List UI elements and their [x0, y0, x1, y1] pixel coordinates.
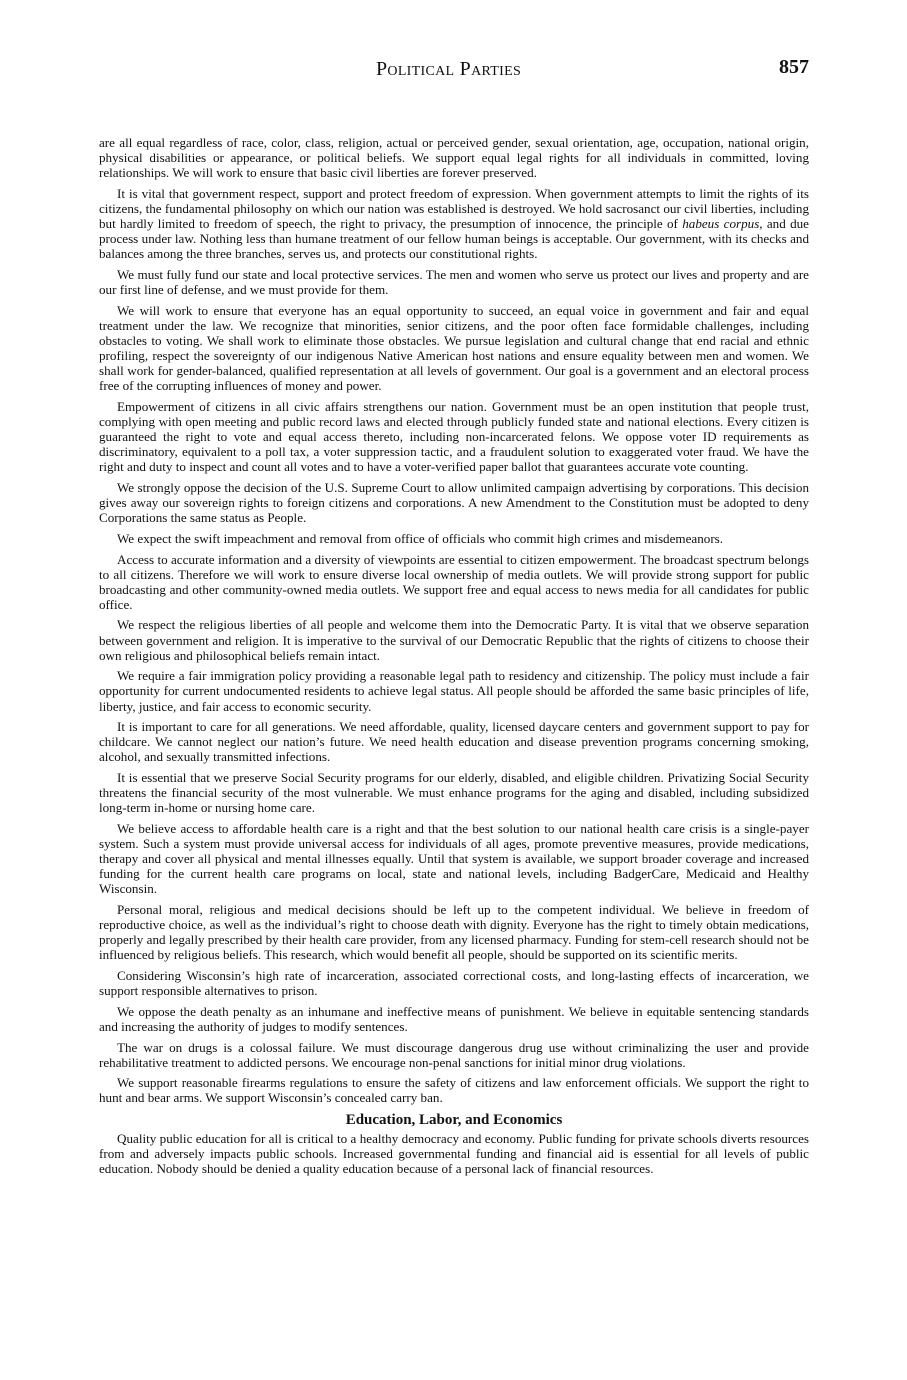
paragraph: We must fully fund our state and local protective services. The men and women who serve us protect our lives and property and are our first line of defense, and we must provide for them. — [99, 266, 809, 298]
page-number: 857 — [779, 56, 809, 78]
paragraph: We respect the religious liberties of all people and welcome them into the Democratic Party. It is vital that we observe separation between government and religion. It is imperative to the survival of our Democratic Republic that the rights of citizens to choose their own religious and philosophical beliefs remain intact. — [99, 617, 809, 663]
paragraph: Considering Wisconsin’s high rate of incarceration, associated correctional costs, and long-lasting effects of incarceration, we support responsible alternatives to prison. — [99, 968, 809, 999]
paragraph: We expect the swift impeachment and removal from office of officials who commit high crimes and misdemeanors. — [117, 530, 724, 546]
paragraph: It is essential that we preserve Social Security programs for our elderly, disabled, and eligible children. Privatizing Social Security threatens the financial security of the most vulnerable. We must enhance programs for the aging and disabled, including subsidized long-term in-home or nursing home care. — [99, 770, 809, 816]
body-text — [99, 135, 809, 1182]
paragraph: We require a fair immigration policy providing a reasonable legal path to residency and citizenship. The policy must include a fair opportunity for current undocumented residents to achieve legal status. All people should be afforded the same basic principles of life, liberty, justice, and fair access to economic security. — [99, 668, 809, 714]
running-header — [99, 58, 809, 82]
section-heading: Education, Labor, and Economics — [345, 1112, 563, 1129]
paragraph: Empowerment of citizens in all civic affairs strengthens our nation. Government must be an open institution that people trust, complying with open meeting and public record laws and elected through publicly funded state and national elections. Every citizen is guaranteed the right to vote and equal access thereto, including non-incarcerated felons. We oppose voter ID requirements as discriminatory, equivalent to a poll tax, a voter suppression tactic, and a fraudulent solution to exaggerated voter fraud. We have the right and duty to inspect and count all votes and to have a voter-verified paper ballot that guarantees accurate vote counting. — [99, 398, 809, 475]
paragraph: It is important to care for all generations. We need affordable, quality, licensed daycare centers and government support to pay for childcare. We cannot neglect our nation’s future. We need health education and disease prevention programs concerning smoking, alcohol, and sexually transmitted infections. — [99, 719, 809, 765]
paragraph: We strongly oppose the decision of the U.S. Supreme Court to allow unlimited campaign advertising by corporations. This decision gives away our sovereign rights to foreign citizens and corporations. A new Amendment to the Constitution must be adopted to deny Corporations the same status as People. — [99, 479, 809, 526]
italic-term: habeus corpus, — [682, 216, 763, 232]
paragraph: Quality public education for all is critical to a healthy democracy and economy. Public funding for private schools diverts resources from and adversely impacts public schools. Increased governmental funding and financial aid is essential for all levels of public education. Nobody should be denied a quality education because of a personal lack of financial resources. — [99, 1131, 809, 1177]
paragraph: We oppose the death penalty as an inhumane and ineffective means of punishment. We believe in equitable sentencing standards and increasing the authority of judges to modify sentences. — [99, 1003, 809, 1034]
paragraph: Personal moral, religious and medical decisions should be left up to the competent individual. We believe in freedom of reproductive choice, as well as the individual’s right to choose death with dignity. Everyone has the right to timely obtain medications, properly and legally prescribed by their health care provider, from any licensed pharmacy. Funding for stem-cell research should not be influenced by religious beliefs. This research, which would benefit all people, should be supported on its scientific merits. — [99, 902, 809, 963]
paragraph: It is vital that government respect, support and protect freedom of expression. When government attempts to limit the rights of its citizens, the fundamental philosophy on which our nation was established is destroyed. We hold sacrosanct our civil liberties, including but hardly limited to freedom of speech, the right to privacy, the presumption of innocence, the principle of habeus corpus, and due process under law. Nothing less than humane treatment of our fellow human beings is acceptable. Our government, with its checks and balances among the three branches, serves us, and protects our constitutional rights. — [99, 185, 809, 262]
paragraph: We believe access to affordable health care is a right and that the best solution to our national health care crisis is a single-payer system. Such a system must provide universal access for individuals of all ages, promote preventive measures, provide medications, therapy and cover all physical and mental illnesses equally. Until that system is available, we support broader coverage and increased funding for the current health care programs on local, state and national levels, including BadgerCare, Medicaid and Healthy Wisconsin. — [99, 820, 809, 897]
paragraph: We will work to ensure that everyone has an equal opportunity to succeed, an equal voice in government and fair and equal treatment under the law. We recognize that minorities, senior citizens, and the poor often face formidable challenges, including obstacles to voting. We shall work to eliminate those obstacles. We pursue legislation and cultural change that end racial and ethnic profiling, respect the sovereignty of our indigenous Native American host nations and ensure equality between men and women. We shall work for gender-balanced, qualified representation at all levels of government. Our goal is a government and an electoral process free of the corrupting influences of money and power. — [99, 302, 809, 394]
paragraph: We support reasonable firearms regulations to ensure the safety of citizens and law enforcement officials. We support the right to hunt and bear arms. We support Wisconsin’s concealed carry ban. — [99, 1075, 809, 1106]
paragraph: The war on drugs is a colossal failure. We must discourage dangerous drug use without criminalizing the user and provide rehabilitative treatment to addicted persons. We encourage non-penal sanctions for initial minor drug violations. — [99, 1039, 809, 1070]
paragraph: Access to accurate information and a diversity of viewpoints are essential to citizen empowerment. The broadcast spectrum belongs to all citizens. Therefore we will work to ensure diverse local ownership of media outlets. We will provide strong support for public broadcasting and other community-owned media outlets. We support free and equal access to news media for all candidates for public office. — [99, 551, 809, 612]
section-title: Political Parties — [376, 58, 522, 80]
paragraph: are all equal regardless of race, color, class, religion, actual or perceived gender, sexual orientation, age, occupation, national origin, physical disabilities or appearance, or political beliefs. We support equal legal rights for all individuals in committed, loving relationships. We will work to ensure that basic civil liberties are forever preserved. — [99, 135, 809, 181]
